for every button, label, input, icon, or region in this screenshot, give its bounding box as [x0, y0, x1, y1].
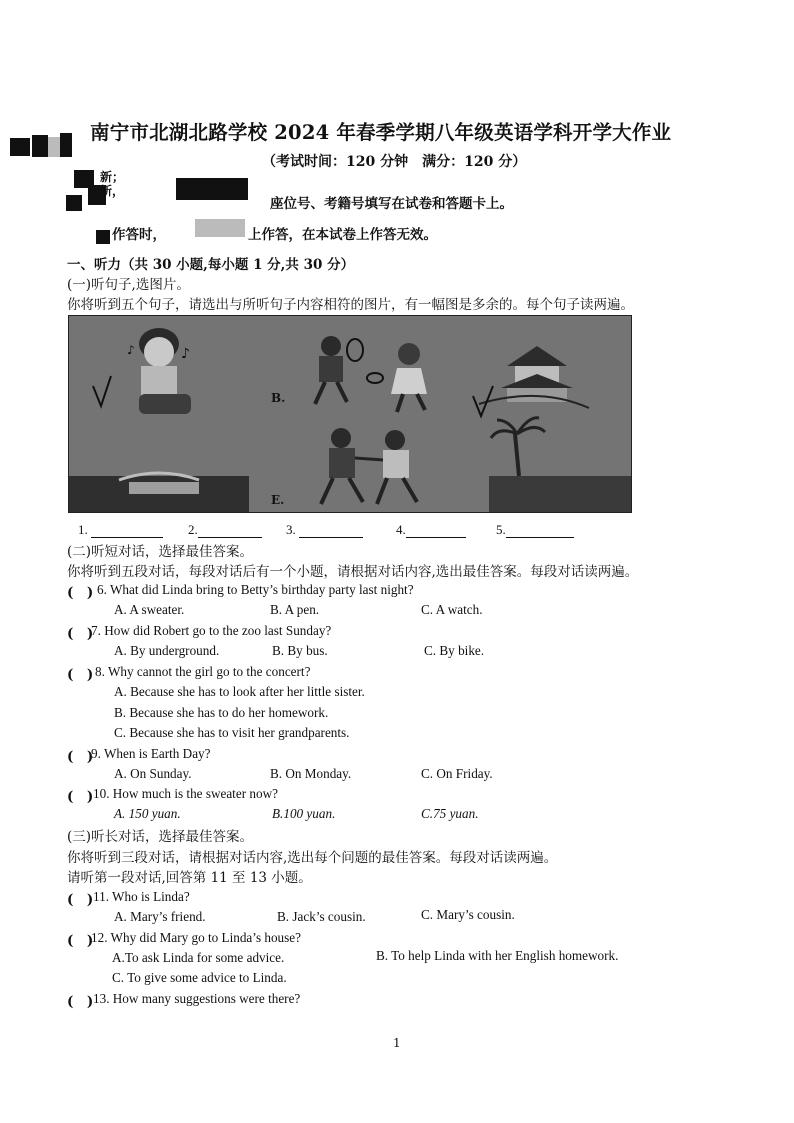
option: B. To help Linda with her English homework.	[376, 948, 619, 963]
redaction-block	[48, 137, 60, 157]
answer-paren[interactable]: ( )	[67, 667, 94, 683]
notice-fragment: 新；	[100, 170, 125, 184]
option: C.75 yuan.	[421, 806, 479, 821]
question-6: 6. What did Linda bring to Betty’s birthday party last night?	[97, 582, 414, 597]
redaction-block	[32, 135, 48, 157]
option: C. On Friday.	[421, 766, 493, 781]
answer-blank-3[interactable]: 3.	[286, 522, 363, 538]
option: B. By bus.	[272, 643, 328, 658]
redaction-block	[66, 195, 82, 211]
svg-text:♪: ♪	[127, 343, 135, 357]
picture-label: B.	[271, 391, 286, 405]
option: B.100 yuan.	[272, 806, 336, 821]
notice-line: 座位号、考籍号填写在试卷和答题卡上。	[270, 196, 513, 212]
section-heading: 一、听力（共 30 小题,每小题 1 分,共 30 分）	[67, 257, 355, 273]
picture-d-street	[69, 473, 249, 512]
page-number: 1	[393, 1036, 401, 1050]
redaction-block	[10, 138, 30, 156]
part-instruction: 你将听到五段对话，每段对话后有一个小题，请根据对话内容,选出最佳答案。每段对话读两遍。	[67, 564, 639, 580]
picture-panel-art	[69, 316, 631, 512]
question-13: 13. How many suggestions were there?	[93, 991, 301, 1006]
page-title: 南宁市北湖北路学校 2024 年春季学期八年级英语学科开学大作业	[90, 121, 672, 144]
part-heading: (一)听句子,选图片。	[67, 277, 190, 293]
redaction-block	[96, 230, 110, 244]
redaction-block	[195, 219, 245, 237]
redaction-block	[60, 133, 72, 157]
question-12: 12. Why did Mary go to Linda’s house?	[91, 930, 301, 945]
option: A. Mary’s friend.	[114, 909, 206, 924]
option: A. A sweater.	[114, 602, 185, 617]
notice-line: 上作答，在本试卷上作答无效。	[248, 227, 437, 243]
question-10: 10. How much is the sweater now?	[93, 786, 278, 801]
question-7: 7. How did Robert go to the zoo last Sunday?	[91, 623, 332, 638]
answer-blank-2[interactable]: 2.	[188, 522, 262, 538]
svg-text:♪: ♪	[181, 346, 190, 362]
option: A. 150 yuan.	[114, 806, 181, 821]
option: A. By underground.	[114, 643, 220, 658]
picture-label: E.	[271, 493, 285, 507]
option: B. Jack’s cousin.	[277, 909, 366, 924]
option: B. On Monday.	[270, 766, 352, 781]
option: C. By bike.	[424, 643, 485, 658]
notice-line: 作答时，	[112, 227, 166, 243]
option: C. To give some advice to Linda.	[112, 970, 287, 985]
part-instruction: 你将听到三段对话，请根据对话内容,选出每个问题的最佳答案。每段对话读两遍。	[67, 850, 558, 866]
answer-blank-4[interactable]: 4.	[396, 522, 466, 538]
part-heading: (二)听短对话，选择最佳答案。	[67, 544, 254, 560]
exam-info: （考试时间：120 分钟 满分：120 分）	[262, 154, 527, 170]
option: C. Because she has to visit her grandparents.	[114, 725, 350, 740]
question-9: 9. When is Earth Day?	[91, 746, 211, 761]
answer-blank-5[interactable]: 5.	[496, 522, 574, 538]
answer-paren[interactable]: ( )	[67, 749, 94, 765]
option: A. On Sunday.	[114, 766, 192, 781]
answer-blank-1[interactable]: 1.	[78, 522, 163, 538]
option: C. Mary’s cousin.	[421, 907, 515, 922]
option: B. A pen.	[270, 602, 320, 617]
answer-paren[interactable]: ( )	[67, 585, 94, 601]
option: C. A watch.	[421, 602, 483, 617]
answer-paren[interactable]: ( )	[67, 626, 94, 642]
question-8: 8. Why cannot the girl go to the concert?	[95, 664, 311, 679]
answer-paren[interactable]: ( )	[67, 994, 94, 1010]
answer-paren[interactable]: ( )	[67, 933, 94, 949]
question-11: 11. Who is Linda?	[93, 889, 190, 904]
redaction-block	[176, 178, 248, 200]
notice-fragment: 新，	[100, 184, 125, 198]
part-instruction: 你将听到五个句子，请选出与所听句子内容相符的图片，有一幅图是多余的。每个句子读两遍。	[67, 297, 634, 313]
part-sub-instruction: 请听第一段对话,回答第 11 至 13 小题。	[67, 870, 312, 886]
option: A. Because she has to look after her little sister.	[114, 684, 365, 699]
answer-paren[interactable]: ( )	[67, 892, 94, 908]
answer-paren[interactable]: ( )	[67, 789, 94, 805]
picture-panel	[68, 315, 632, 513]
option: A.To ask Linda for some advice.	[112, 950, 285, 965]
option: B. Because she has to do her homework.	[114, 705, 329, 720]
part-heading: (三)听长对话，选择最佳答案。	[67, 829, 254, 845]
